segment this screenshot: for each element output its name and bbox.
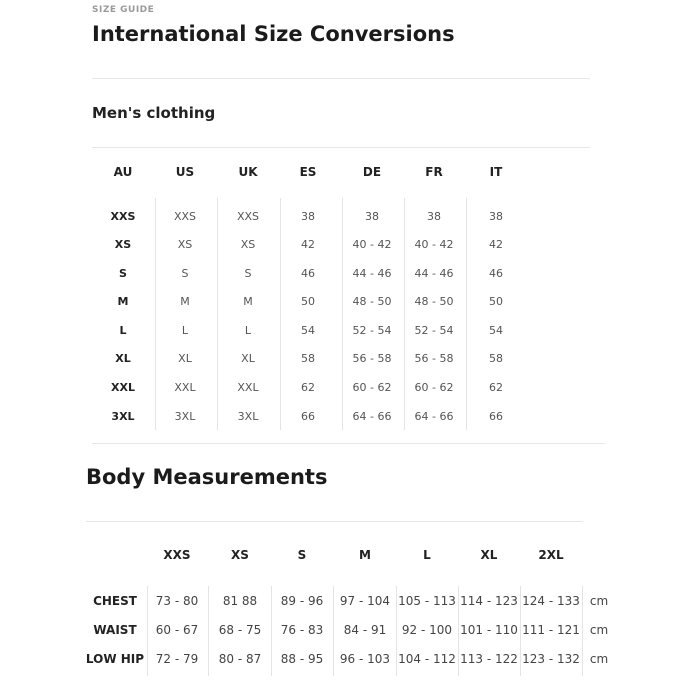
mens-table-cell: XXS <box>173 210 197 223</box>
measurement-label-waist: WAIST <box>93 623 137 637</box>
mens-row-label: XXL <box>111 381 135 394</box>
mens-table-cell: 62 <box>301 381 315 394</box>
measurement-cell: 111 - 121 <box>522 623 580 637</box>
table-bottom-divider <box>92 443 605 444</box>
mens-table-cell: 38 <box>365 210 379 223</box>
mens-row-label: S <box>119 267 127 280</box>
mens-table-cell: 44 - 46 <box>414 267 454 280</box>
mens-table-cell: 52 - 54 <box>352 324 392 337</box>
mens-column-header-us: US <box>175 165 195 179</box>
mens-row-label: XXS <box>110 210 136 223</box>
mens-table-cell: 38 <box>427 210 441 223</box>
mens-column-header-fr: FR <box>425 165 443 179</box>
mens-table-cell: 3XL <box>174 410 196 423</box>
column-separator <box>280 198 281 430</box>
body-column-header-xs: XS <box>231 548 249 562</box>
mens-table-cell: 42 <box>489 238 503 251</box>
measurement-cell: 113 - 122 <box>460 652 518 666</box>
measurement-cell: 104 - 112 <box>398 652 456 666</box>
mens-table-cell: 66 <box>489 410 503 423</box>
measurement-cell: 89 - 96 <box>280 594 324 608</box>
body-column-header-s: S <box>297 548 307 562</box>
mens-table-cell: 3XL <box>237 410 259 423</box>
mens-table-cell: S <box>181 267 189 280</box>
body-column-header-l: L <box>423 548 431 562</box>
mens-table-cell: XXS <box>236 210 260 223</box>
mens-table-cell: 54 <box>489 324 503 337</box>
measurement-cell: 76 - 83 <box>280 623 324 637</box>
mens-table-cell: 58 <box>301 352 315 365</box>
mens-clothing-heading: Men's clothing <box>92 104 216 122</box>
mens-column-header-it: IT <box>489 165 503 179</box>
mens-table-cell: 60 - 62 <box>352 381 392 394</box>
measurement-cell: 92 - 100 <box>401 623 453 637</box>
measurement-cell: 81 88 <box>222 594 258 608</box>
measurement-cell: 84 - 91 <box>343 623 387 637</box>
measurement-cell: 88 - 95 <box>280 652 324 666</box>
mens-table-cell: 50 <box>489 295 503 308</box>
mens-table-cell: L <box>181 324 189 337</box>
mens-table-cell: XL <box>241 352 255 365</box>
mens-table-cell: XXL <box>174 381 196 394</box>
body-column-header-m: M <box>359 548 371 562</box>
mens-row-label: XS <box>114 238 132 251</box>
mens-row-label: 3XL <box>111 410 135 423</box>
page-title: International Size Conversions <box>92 22 455 46</box>
mens-table-cell: 50 <box>301 295 315 308</box>
mens-table-cell: XXL <box>237 381 259 394</box>
body-column-header-xl: XL <box>480 548 498 562</box>
measurement-label-low-hip: LOW HIP <box>85 652 145 666</box>
mens-table-cell: 44 - 46 <box>352 267 392 280</box>
mens-table-cell: 42 <box>301 238 315 251</box>
mens-table-cell: L <box>244 324 252 337</box>
body-column-header-2xl: 2XL <box>538 548 564 562</box>
column-separator <box>217 198 218 430</box>
mens-column-header-es: ES <box>299 165 317 179</box>
mens-table-cell: 66 <box>301 410 315 423</box>
mens-table-cell: XL <box>178 352 192 365</box>
mens-table-cell: 52 - 54 <box>414 324 454 337</box>
mens-table-cell: 56 - 58 <box>414 352 454 365</box>
mens-table-cell: 64 - 66 <box>352 410 392 423</box>
column-separator <box>342 198 343 430</box>
measurement-cell: 68 - 75 <box>218 623 262 637</box>
column-separator <box>155 198 156 430</box>
mens-table-cell: 48 - 50 <box>352 295 392 308</box>
mens-row-label: XL <box>115 352 131 365</box>
column-separator <box>404 198 405 430</box>
mens-table-cell: 60 - 62 <box>414 381 454 394</box>
size-guide-eyebrow: SIZE GUIDE <box>92 5 155 15</box>
mens-column-header-au: AU <box>113 165 133 179</box>
mens-column-header-de: DE <box>362 165 382 179</box>
measurement-cell: 60 - 67 <box>155 623 199 637</box>
mens-table-cell: 46 <box>489 267 503 280</box>
unit-label: cm <box>589 594 609 608</box>
mens-column-header-uk: UK <box>238 165 258 179</box>
measurement-cell: 124 - 133 <box>522 594 580 608</box>
mens-table-cell: S <box>244 267 252 280</box>
mens-table-cell: M <box>243 295 253 308</box>
mens-table-cell: 48 - 50 <box>414 295 454 308</box>
mens-table-cell: 58 <box>489 352 503 365</box>
unit-label: cm <box>589 623 609 637</box>
measurement-cell: 97 - 104 <box>339 594 391 608</box>
body-measurements-title: Body Measurements <box>86 465 328 489</box>
mens-table-cell: 46 <box>301 267 315 280</box>
body-divider <box>86 521 583 522</box>
measurement-cell: 96 - 103 <box>339 652 391 666</box>
unit-label: cm <box>589 652 609 666</box>
mens-table-cell: 56 - 58 <box>352 352 392 365</box>
mens-table-cell: 64 - 66 <box>414 410 454 423</box>
mens-table-cell: XS <box>177 238 193 251</box>
measurement-cell: 80 - 87 <box>218 652 262 666</box>
mens-table-cell: 40 - 42 <box>414 238 454 251</box>
measurement-cell: 73 - 80 <box>155 594 199 608</box>
section-divider <box>92 147 590 148</box>
mens-table-cell: XS <box>240 238 256 251</box>
mens-table-cell: 54 <box>301 324 315 337</box>
column-separator <box>466 198 467 430</box>
mens-table-cell: 62 <box>489 381 503 394</box>
measurement-cell: 105 - 113 <box>398 594 456 608</box>
mens-table-cell: 38 <box>489 210 503 223</box>
measurement-cell: 123 - 132 <box>522 652 580 666</box>
mens-table-cell: M <box>180 295 190 308</box>
mens-row-label: L <box>119 324 127 337</box>
title-divider <box>92 78 590 79</box>
measurement-label-chest: CHEST <box>93 594 137 608</box>
body-column-header-xxs: XXS <box>163 548 191 562</box>
mens-table-cell: 38 <box>301 210 315 223</box>
measurement-cell: 114 - 123 <box>460 594 518 608</box>
mens-table-cell: 40 - 42 <box>352 238 392 251</box>
measurement-cell: 101 - 110 <box>460 623 518 637</box>
measurement-cell: 72 - 79 <box>155 652 199 666</box>
mens-row-label: M <box>117 295 129 308</box>
